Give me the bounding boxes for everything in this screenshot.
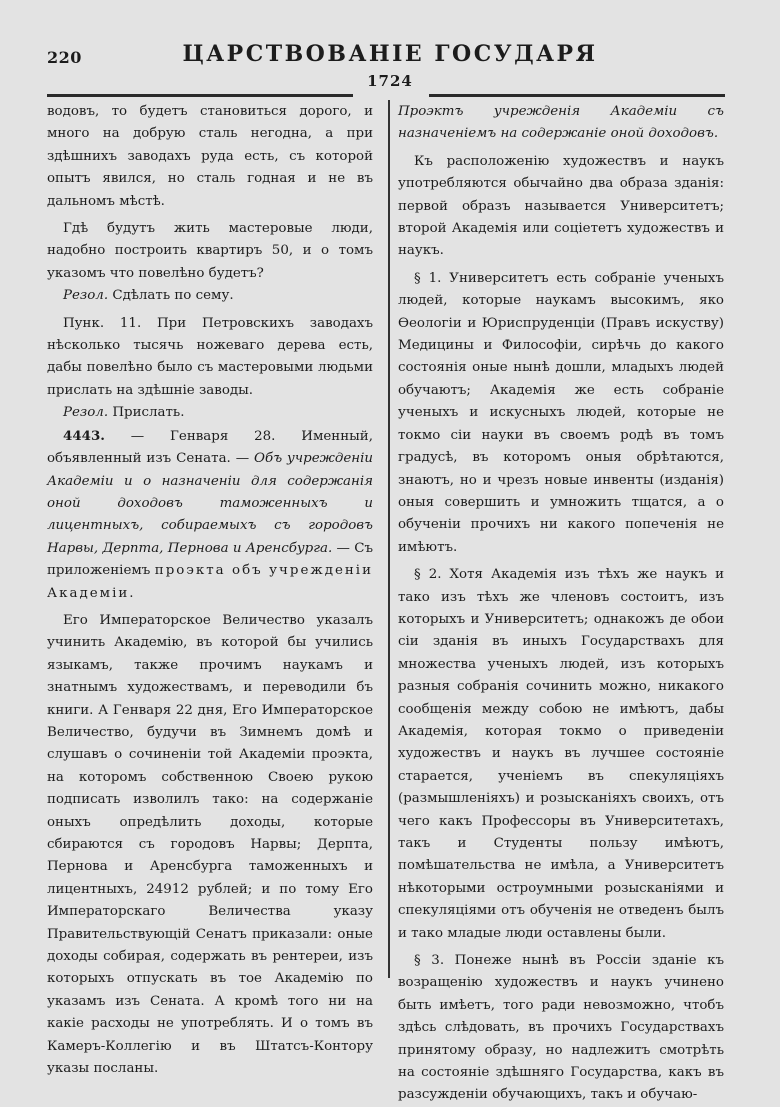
resolution-text: Сдѣлать по сему. — [108, 288, 234, 304]
decree-tail: — Съ приложеніемъ — [47, 540, 373, 579]
resolution-2 — [47, 402, 373, 424]
decree-title: Объ учрежденіи Академіи и о назначеніи для содержанія оной доходовъ таможенныхъ и лицентныхъ, собираемыхъ съ городовъ Нарвы, Дерпта, Пернова и Аренсбурга. — [47, 451, 373, 556]
left-paragraph-quarters: Гдѣ будутъ жить мастеровые люди, надобно построить квартиръ 50, и о томъ указомъ что повелѣно будетъ? — [47, 221, 373, 281]
left-paragraph-point-11: Пунк. 11. При Петровскихъ заводахъ нѣсколько тысячь ножеваго дерева есть, дабы повелѣно было съ мастеровыми людьми прислать на здѣшніе заводы. — [47, 315, 373, 398]
resolution-label: Резол. — [63, 288, 109, 304]
decree-body: Его Императорское Величество указалъ учинить Академію, въ которой бы учились языкамъ, также прочимъ наукамъ и знатнымъ художествамъ, и переводили бъ книги. А Генваря 22 дня, Его Императорское Величество, будучи въ Зимнемъ домѣ и слушавъ о сочиненіи той Академіи проэкта, на которомъ собственною Своею рукою подписать изволилъ тако: на содержаніе оныхъ опредѣлить доходы, которые сбираются съ городовъ Нарвы; Дерпта, Пернова и Аренсбурга таможенныхъ и лицентныхъ, 24912 рублей; и по тому Его Императорскаго Величества указу Правительствующій Сенатъ приказали: оные доходы собирая, содержать въ рентереи, изъ которыхъ отпускать въ тое Академію по указамъ изъ Сената. А кромѣ того ни на какіе расходы не употреблять. И о томъ въ Камеръ-Коллегію и въ Штатсъ-Контору указы посланы. — [47, 612, 373, 1077]
project-intro: Къ расположенію художествъ и наукъ употребляются обычайно два образа зданія: первой образъ называется Университетъ; второй Академія или соціететъ художествъ и наукъ. — [398, 153, 724, 259]
year-heading: 1724 — [367, 72, 413, 90]
resolution-label: Резол. — [63, 405, 109, 421]
decree-intro: — Генваря 28. Именный, объявленный изъ Сената. — — [47, 428, 373, 467]
project-heading: Проэктъ учрежденія Академіи съ назначеніемъ на содержаніе оной доходовъ. — [398, 104, 724, 142]
page-number: 220 — [47, 48, 82, 67]
section-1: § 1. Университетъ есть собраніе ученыхъ людей, которые наукамъ высокимъ, яко Ѳеологіи и Юриспруденціи (Правъ искуству) Медицины и Философіи, сирѣчь до какого состоянія оные нынѣ дошли, младыхъ людей обучаютъ; Академія же есть собраніе ученыхъ и искусныхъ людей, которые не токмо сіи науки въ своемъ родѣ въ томъ градусѣ, въ которомъ оныя обрѣтаются, знаютъ, но и чрезъ новые инвенты (изданія) оныя совершить и умножить тщатся, а о обученіи прочихъ ни какого попеченія не имѣютъ. — [398, 270, 724, 555]
decree-number: 4443. — [63, 427, 105, 444]
left-paragraph-continued: водовъ, то будетъ становиться дорого, и много на добрую сталь негодна, а при здѣшнихъ заводахъ руда есть, съ которой опытъ явился, но сталь годная и не въ дальномъ мѣстѣ. — [47, 104, 373, 209]
left-column — [47, 101, 373, 1080]
section-3: § 3. Понеже нынѣ въ Россіи зданіе къ возращенію художествъ и наукъ учинено быть имѣетъ, того ради невозможно, чтобъ здѣсь слѣдовать, въ прочихъ Государствахъ принятому образу, но надлежитъ смотрѣть на состояніе здѣшняго Государства, какъ въ разсужденіи обучающихъ, такъ и обучаю- — [398, 953, 724, 1103]
running-title: ЦАРСТВОВАНІЕ ГОСУДАРЯ — [182, 41, 598, 67]
header-rule-right — [429, 94, 725, 97]
resolution-text: Прислать. — [108, 405, 185, 421]
column-divider — [388, 100, 390, 978]
decree-attachment: проэкта объ учрежденіи Академіи. — [47, 563, 373, 601]
section-2: § 2. Хотя Академія изъ тѣхъ же наукъ и тако изъ тѣхъ же членовъ состоитъ, изъ которыхъ и Университетъ; однакожъ де обои сіи зданія въ иныхъ Государствахъ для множества ученыхъ людей, изъ которыхъ разныя собранія сочинить можно, никакого сообщенія между собою не имѣютъ, дабы Академія, которая токмо о приведеніи художествъ и наукъ въ лучшее состояніе старается, ученіемъ въ спекуляціяхъ (размышленіяхъ) и розысканіяхъ своихъ, отъ чего какъ Профессоры въ Университетахъ, такъ и Студенты пользу имѣютъ, помѣшательства не имѣла, а Университетъ нѣкоторыми остроумными розысканіями и спекуляціями отъ обученія не отведенъ былъ и тако младые люди оставлены были. — [398, 567, 724, 941]
right-column — [398, 101, 724, 1107]
resolution-1 — [47, 285, 373, 307]
decree-entry-4443 — [47, 425, 373, 605]
header-rule-left — [47, 94, 353, 97]
